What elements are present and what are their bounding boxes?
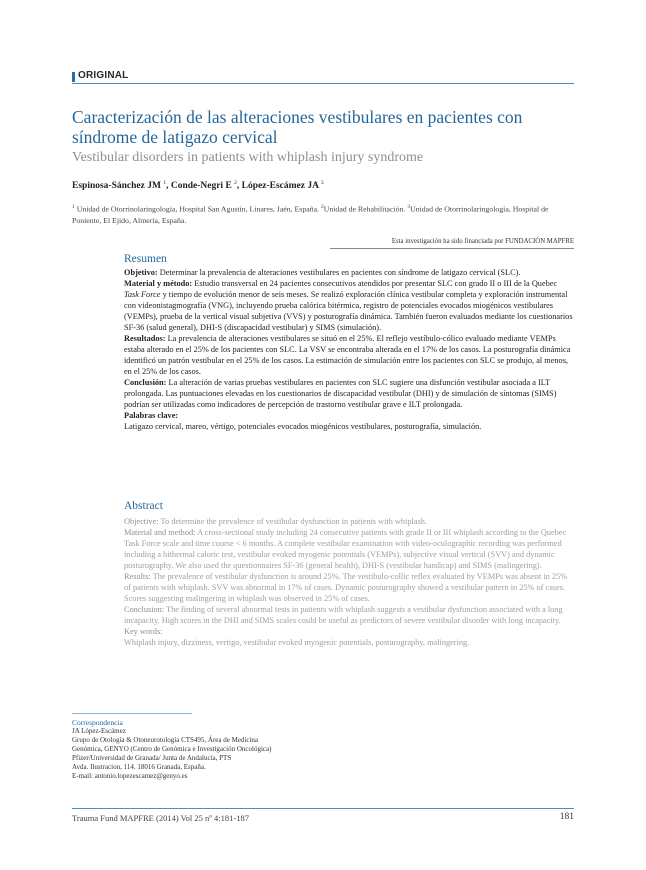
resumen-item bbox=[124, 267, 574, 278]
author-name: Espinosa-Sánchez JM bbox=[72, 181, 161, 192]
affil-ref: 2 bbox=[320, 204, 324, 210]
item-text: The prevalence of vestibular dysfunction is around 25%. The vestibulo-collic reflex evaluated by VEMPs was absent in 25% of patients with whiplash. SVV was abnormal in 17% of cases. Dynamic posturography showed a vestibular pattern in 25% of cases. Scores suggesting malingering in whiplash was observed in 25% of cases. bbox=[124, 572, 568, 603]
item-label: Conclusión: bbox=[124, 378, 167, 387]
affiliation: Unidad de Rehabilitación. bbox=[323, 204, 406, 214]
item-label: Objective: bbox=[124, 517, 159, 526]
abstract-heading: Abstract bbox=[124, 500, 163, 512]
affiliations bbox=[72, 202, 574, 226]
journal-citation: Trauma Fund MAPFRE (2014) Vol 25 nº 4:181-187 bbox=[72, 813, 249, 823]
section-header bbox=[72, 71, 574, 84]
abstract-block bbox=[124, 516, 574, 648]
resumen-item bbox=[124, 278, 574, 333]
correspondence-line: Grupo de Otología & Otoneurotología CTS495, Área de Medicina bbox=[72, 736, 259, 744]
item-label: Material y método: bbox=[124, 279, 193, 288]
abstract-item bbox=[124, 604, 574, 626]
correspondence-line: Pfizer/Universidad de Granada/ Junta de Andalucía, PTS bbox=[72, 754, 232, 762]
keywords-label-text: Key words: bbox=[124, 627, 163, 636]
affiliation: Unidad de Otorrinolaringología, Hospital San Agustín, Linares, Jaén, España. bbox=[76, 204, 320, 214]
footer-divider bbox=[72, 808, 574, 809]
item-text: The finding of several abnormal tests in patients with whiplash suggests a vestibular dysfunction associated with a long incapacity. High scores in the DHI and SIMS scales could be useful as predictors of severe vestibular disorder with long incapacity. bbox=[124, 605, 563, 625]
author-affil-ref: 1 bbox=[163, 180, 167, 186]
affil-ref: 1 bbox=[72, 204, 75, 210]
keywords-label bbox=[124, 410, 574, 421]
affiliation: Unidad de Otorrinolaringología, Hospital de Poniente, El Ejido, Almería, España. bbox=[72, 204, 549, 225]
author-name: López-Escámez JA bbox=[241, 181, 319, 192]
correspondence-line: Avda. Ilustracion, 114. 18016 Granada, España. bbox=[72, 763, 206, 771]
item-italic: Task Force bbox=[124, 290, 161, 299]
keywords: Latigazo cervical, mareo, vértigo, potenciales evocados miogénicos vestibulares, posturografía, simulación. bbox=[124, 422, 482, 431]
correspondence-email: E-mail: antonio.lopezescamez@genyo.es bbox=[72, 772, 188, 780]
page-number: 181 bbox=[559, 812, 574, 822]
keywords-label-text: Palabras clave: bbox=[124, 411, 179, 420]
item-text: Determinar la prevalencia de alteraciones vestibulares en pacientes con síndrome de latigazo cervical (SLC). bbox=[159, 268, 521, 277]
item-label: Conclusion: bbox=[124, 605, 165, 614]
item-label: Results: bbox=[124, 572, 151, 581]
resumen-heading: Resumen bbox=[124, 253, 167, 265]
abstract-item bbox=[124, 516, 574, 527]
correspondence bbox=[72, 718, 372, 781]
resumen-item bbox=[124, 377, 574, 410]
item-text: La prevalencia de alteraciones vestibulares se situó en el 25%. El reflejo vestíbulo-cólico evaluado mediante VEMPs estaba alterado en el 25% de los pacientes con SLC. La VSV se encontraba alterada en el 17% de los casos. La posturografía dinámica identificó un patrón vestibular en el 25% de los casos. La estimación de simulación entre los pacientes con SLC se produjo, al menos, en el 25% de los casos. bbox=[124, 334, 571, 376]
correspondence-divider bbox=[72, 713, 192, 714]
article-subtitle: Vestibular disorders in patients with whiplash injury syndrome bbox=[72, 150, 424, 165]
correspondence-line: JA López-Escámez bbox=[72, 727, 126, 735]
keywords: Whiplash injury, dizziness, vertigo, vestibular evoked myogenic potentials, posturography, malingering. bbox=[124, 638, 470, 647]
correspondence-label: Correspondencia bbox=[72, 718, 123, 727]
author-list: Espinosa-Sánchez JM $^1$, Conde-Negri E $^2$, López-Escámez JA $^3$ bbox=[72, 180, 324, 192]
resumen-item bbox=[124, 333, 574, 377]
author-name: Conde-Negri E bbox=[170, 181, 232, 192]
resumen-block bbox=[124, 267, 574, 432]
abstract-item bbox=[124, 571, 574, 604]
abstract-item bbox=[124, 527, 574, 571]
item-text: y tiempo de evolución menor de seis meses. Se realizó exploración clínica vestibular completa y exploración instrumental con videonistagmografía (VNG), incluyendo prueba calórica bitérmica, registro de potenciales evocados miogénicos vestibulares (VEMPs), prueba de la vertical visual subjetiva (VVS) y posturografía dinámica. También fueron evaluados mediante los cuestionarios SF-36 (salud general), DHI-S (discapacidad vestibular) y SIMS (simulación). bbox=[124, 290, 573, 332]
correspondence-line: Genómica, GENYO (Centro de Genómica e Investigación Oncológica) bbox=[72, 745, 272, 753]
item-label: Objetivo: bbox=[124, 268, 158, 277]
item-text: A cross-sectional study including 24 consecutive patients with grade II or III whiplash according to the Quebec Task Force scale and time course < 6 months. A complete vestibular examination with video-oculographic recording was performed including a bithermal caloric test, vestibular evoked myogenic potentials (VEMPs), subjective visual vertical (SVV) and dynamic posturography. We also used the questionnaires SF-36 (general health), DHI-S (vestibular handicap) and SIMS (malingering). bbox=[124, 528, 567, 570]
affil-ref: 3 bbox=[407, 204, 411, 210]
keywords-label bbox=[124, 626, 574, 637]
section-marker bbox=[72, 72, 75, 82]
funding-note: Esta investigación ha sido financiada por FUNDACIÓN MAPFRE bbox=[330, 238, 574, 249]
author-affil-ref: 3 bbox=[320, 180, 324, 186]
item-text: Estudio transversal en 24 pacientes consecutivos atendidos por presentar SLC con grado II o III de la Quebec bbox=[194, 279, 558, 288]
section-label: ORIGINAL bbox=[78, 70, 129, 81]
item-text: To determine the prevalence of vestibular dysfunction in patients with whiplash. bbox=[160, 517, 427, 526]
article-title: Caracterización de las alteraciones vestibulares en pacientes con síndrome de latigazo cervical bbox=[72, 107, 523, 147]
item-label: Material and method: bbox=[124, 528, 196, 537]
author-affil-ref: 2 bbox=[234, 180, 237, 186]
item-text: La alteración de varias pruebas vestibulares en pacientes con SLC sugiere una disfunción vestibular asociada a ILT prolongada. Las puntuaciones elevadas en los cuestionarios de discapacidad vestibular (DHI) y de simulación de síntomas (SIMS) podrían ser utilizadas como indicadores de percepción de trastorno vestibular grave e ILT prolongada. bbox=[124, 378, 557, 409]
item-label: Resultados: bbox=[124, 334, 166, 343]
